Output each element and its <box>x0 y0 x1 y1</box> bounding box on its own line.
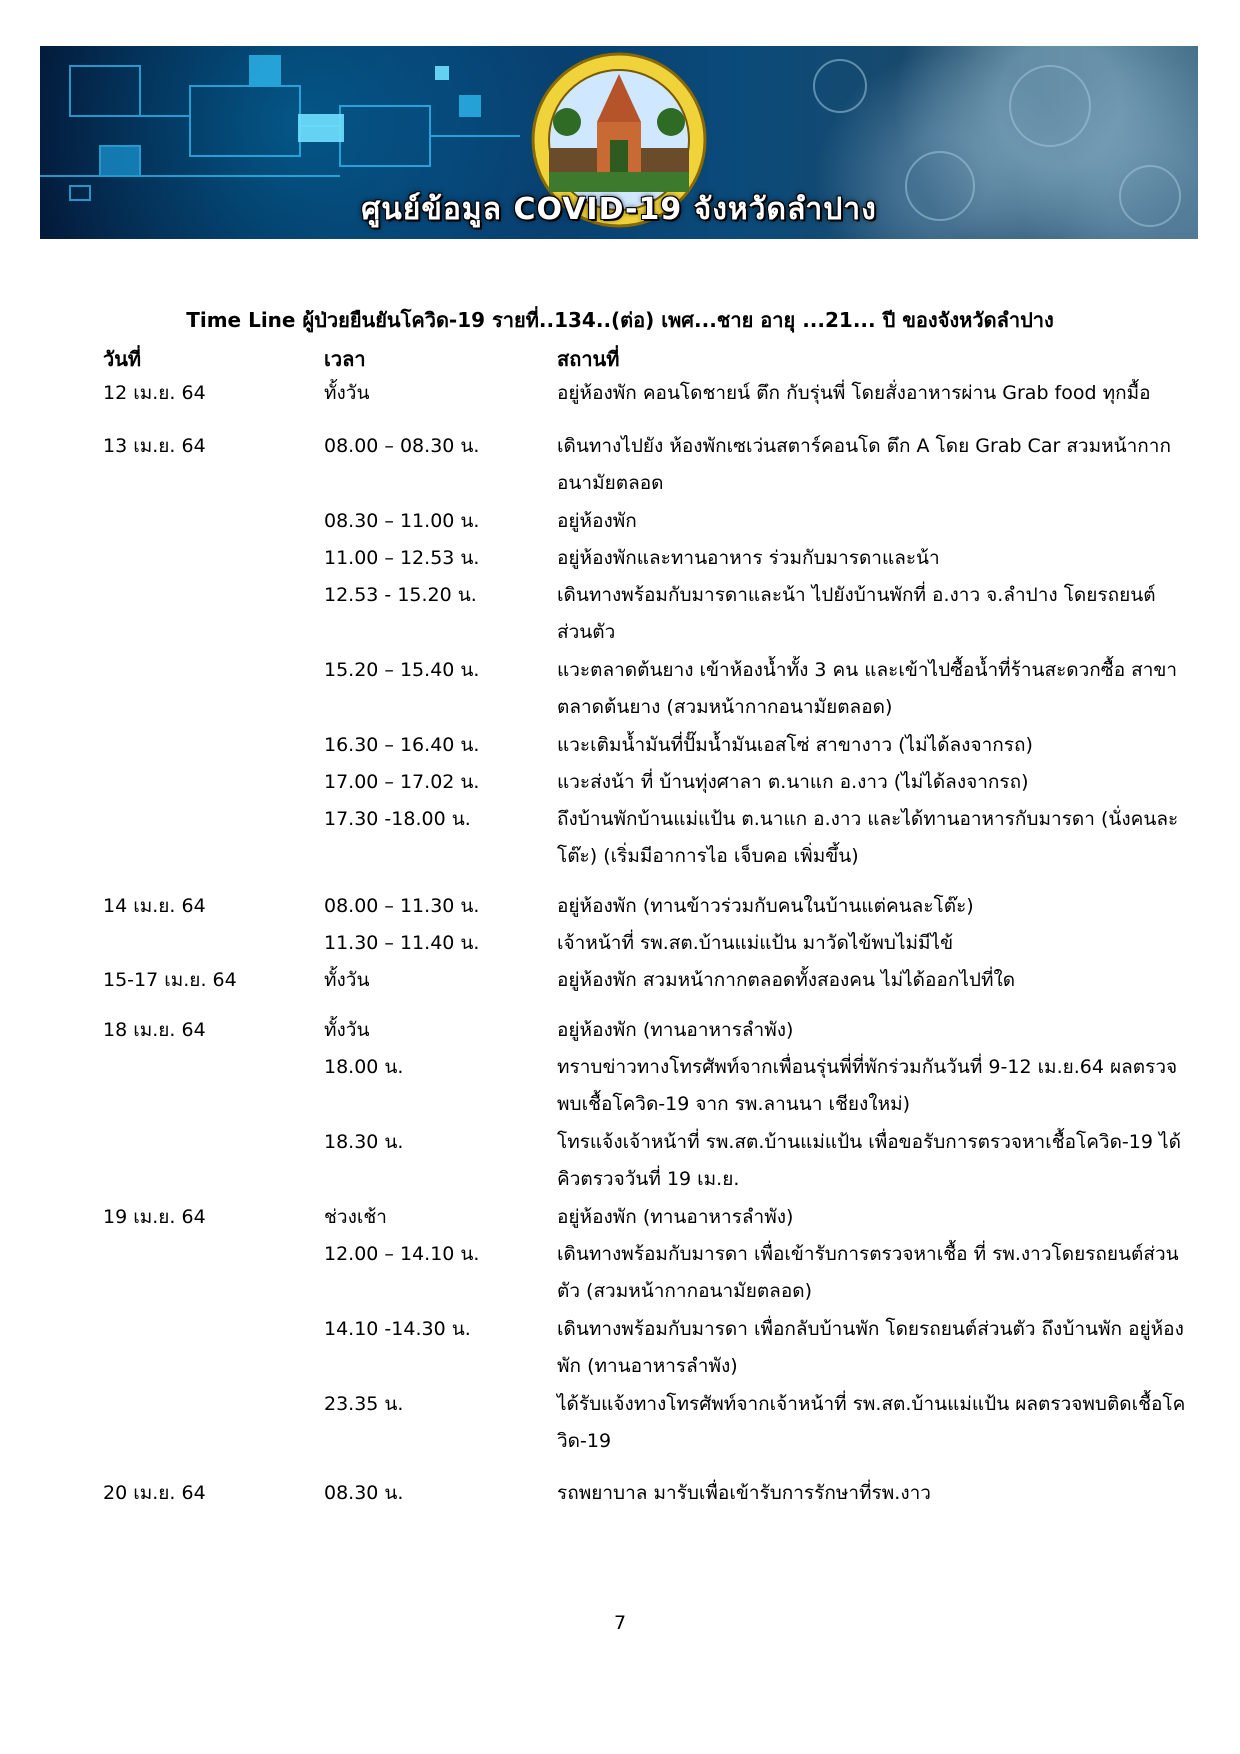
entry-time: ทั้งวัน <box>324 1019 370 1041</box>
entry-time: 18.30 น. <box>324 1131 404 1153</box>
entry-place: ได้รับแจ้งทางโทรศัพท์จากเจ้าหน้าที่ รพ.สต.บ้านแม่แป้น ผลตรวจพบติดเชื้อโควิด-19 <box>557 1393 1186 1452</box>
entry-time: ทั้งวัน <box>324 969 370 991</box>
entry-time: 12.53 - 15.20 น. <box>324 584 477 606</box>
entry-date: 13 เม.ย. 64 <box>103 435 206 457</box>
entry-time: 23.35 น. <box>324 1393 404 1415</box>
entry-time: 08.00 – 11.30 น. <box>324 895 480 917</box>
entry-place: โทรแจ้งเจ้าหน้าที่ รพ.สต.บ้านแม่แป้น เพื่อขอรับการตรวจหาเชื้อโควิด-19 ได้คิวตรวจวันที่ 19 เม.ย. <box>557 1131 1181 1190</box>
entry-time: 12.00 – 14.10 น. <box>324 1243 480 1265</box>
entry-place: อยู่ห้องพักและทานอาหาร ร่วมกับมารดาและน้า <box>557 547 940 569</box>
entry-date: 19 เม.ย. 64 <box>103 1206 206 1228</box>
entry-place: แวะเติมน้ำมันที่ปั๊มน้ำมันเอสโซ่ สาขางาว (ไม่ได้ลงจากรถ) <box>557 734 1033 756</box>
entry-date: 18 เม.ย. 64 <box>103 1019 206 1041</box>
entry-time: 15.20 – 15.40 น. <box>324 659 480 681</box>
entry-date: 12 เม.ย. 64 <box>103 382 206 404</box>
entry-time: 08.30 น. <box>324 1482 404 1504</box>
column-header-time: เวลา <box>324 347 366 371</box>
entry-time: 18.00 น. <box>324 1056 404 1078</box>
entry-time: ทั้งวัน <box>324 382 370 404</box>
header-banner <box>40 46 1198 239</box>
entry-date: 15-17 เม.ย. 64 <box>103 969 237 991</box>
entry-place: เดินทางไปยัง ห้องพักเซเว่นสตาร์คอนโด ตึก A โดย Grab Car สวมหน้ากากอนามัยตลอด <box>557 435 1171 494</box>
entry-time: 11.30 – 11.40 น. <box>324 932 480 954</box>
entry-time: 08.00 – 08.30 น. <box>324 435 480 457</box>
entry-place: อยู่ห้องพัก <box>557 510 637 532</box>
entry-place: อยู่ห้องพัก (ทานอาหารลำพัง) <box>557 1206 794 1228</box>
entry-place: รถพยาบาล มารับเพื่อเข้ารับการรักษาที่รพ.งาว <box>557 1482 931 1504</box>
entry-place: เดินทางพร้อมกับมารดาและน้า ไปยังบ้านพักที่ อ.งาว จ.ลำปาง โดยรถยนต์ส่วนตัว <box>557 584 1156 643</box>
document-title: Time Line ผู้ป่วยยืนยันโควิด-19 รายที่..134..(ต่อ) เพศ...ชาย อายุ ...21... ปี ของจังหวัดลำปาง <box>186 308 1054 332</box>
entry-time: ช่วงเช้า <box>324 1206 387 1228</box>
entry-place: เดินทางพร้อมกับมารดา เพื่อเข้ารับการตรวจหาเชื้อ ที่ รพ.งาวโดยรถยนต์ส่วนตัว (สวมหน้ากากอนามัยตลอด) <box>557 1243 1179 1302</box>
entry-place: อยู่ห้องพัก คอนโดชายน์ ตึก กับรุ่นพี่ โดยสั่งอาหารผ่าน Grab food ทุกมื้อ <box>557 382 1151 404</box>
entry-place: เจ้าหน้าที่ รพ.สต.บ้านแม่แป้น มาวัดไข้พบไม่มีไข้ <box>557 932 954 954</box>
entry-place: ทราบข่าวทางโทรศัพท์จากเพื่อนรุ่นพี่ที่พักร่วมกันวันที่ 9-12 เม.ย.64 ผลตรวจพบเชื้อโควิด-19 จาก รพ.ลานนา เชียงใหม่) <box>557 1056 1178 1115</box>
entry-place: แวะตลาดต้นยาง เข้าห้องน้ำทั้ง 3 คน และเข้าไปซื้อน้ำที่ร้านสะดวกซื้อ สาขาตลาดต้นยาง (สวมหน้ากากอนามัยตลอด) <box>557 659 1178 718</box>
entry-time: 11.00 – 12.53 น. <box>324 547 480 569</box>
entry-time: 16.30 – 16.40 น. <box>324 734 480 756</box>
column-header-place: สถานที่ <box>557 347 620 371</box>
entry-place: อยู่ห้องพัก สวมหน้ากากตลอดทั้งสองคน ไม่ได้ออกไปที่ใด <box>557 969 1016 991</box>
entry-time: 08.30 – 11.00 น. <box>324 510 480 532</box>
entry-place: ถึงบ้านพักบ้านแม่แป้น ต.นาแก อ.งาว และได้ทานอาหารกับมารดา (นั่งคนละโต๊ะ) (เริ่มมีอาการไอ เจ็บคอ เพิ่มขึ้น) <box>557 808 1179 867</box>
entry-time: 14.10 -14.30 น. <box>324 1318 471 1340</box>
entry-place: เดินทางพร้อมกับมารดา เพื่อกลับบ้านพัก โดยรถยนต์ส่วนตัว ถึงบ้านพัก อยู่ห้องพัก (ทานอาหารลำพัง) <box>557 1318 1184 1377</box>
entry-time: 17.30 -18.00 น. <box>324 808 471 830</box>
page-number: 7 <box>613 1612 627 1634</box>
entry-place: อยู่ห้องพัก (ทานข้าวร่วมกับคนในบ้านแต่คนละโต๊ะ) <box>557 895 974 917</box>
entry-date: 20 เม.ย. 64 <box>103 1482 206 1504</box>
banner-title: ศูนย์ข้อมูล COVID-19 จังหวัดลำปาง <box>361 192 877 227</box>
entry-place: อยู่ห้องพัก (ทานอาหารลำพัง) <box>557 1019 794 1041</box>
entry-time: 17.00 – 17.02 น. <box>324 771 480 793</box>
entry-place: แวะส่งน้า ที่ บ้านทุ่งศาลา ต.นาแก อ.งาว (ไม่ได้ลงจากรถ) <box>557 771 1029 793</box>
column-header-date: วันที่ <box>103 347 142 371</box>
entry-date: 14 เม.ย. 64 <box>103 895 206 917</box>
